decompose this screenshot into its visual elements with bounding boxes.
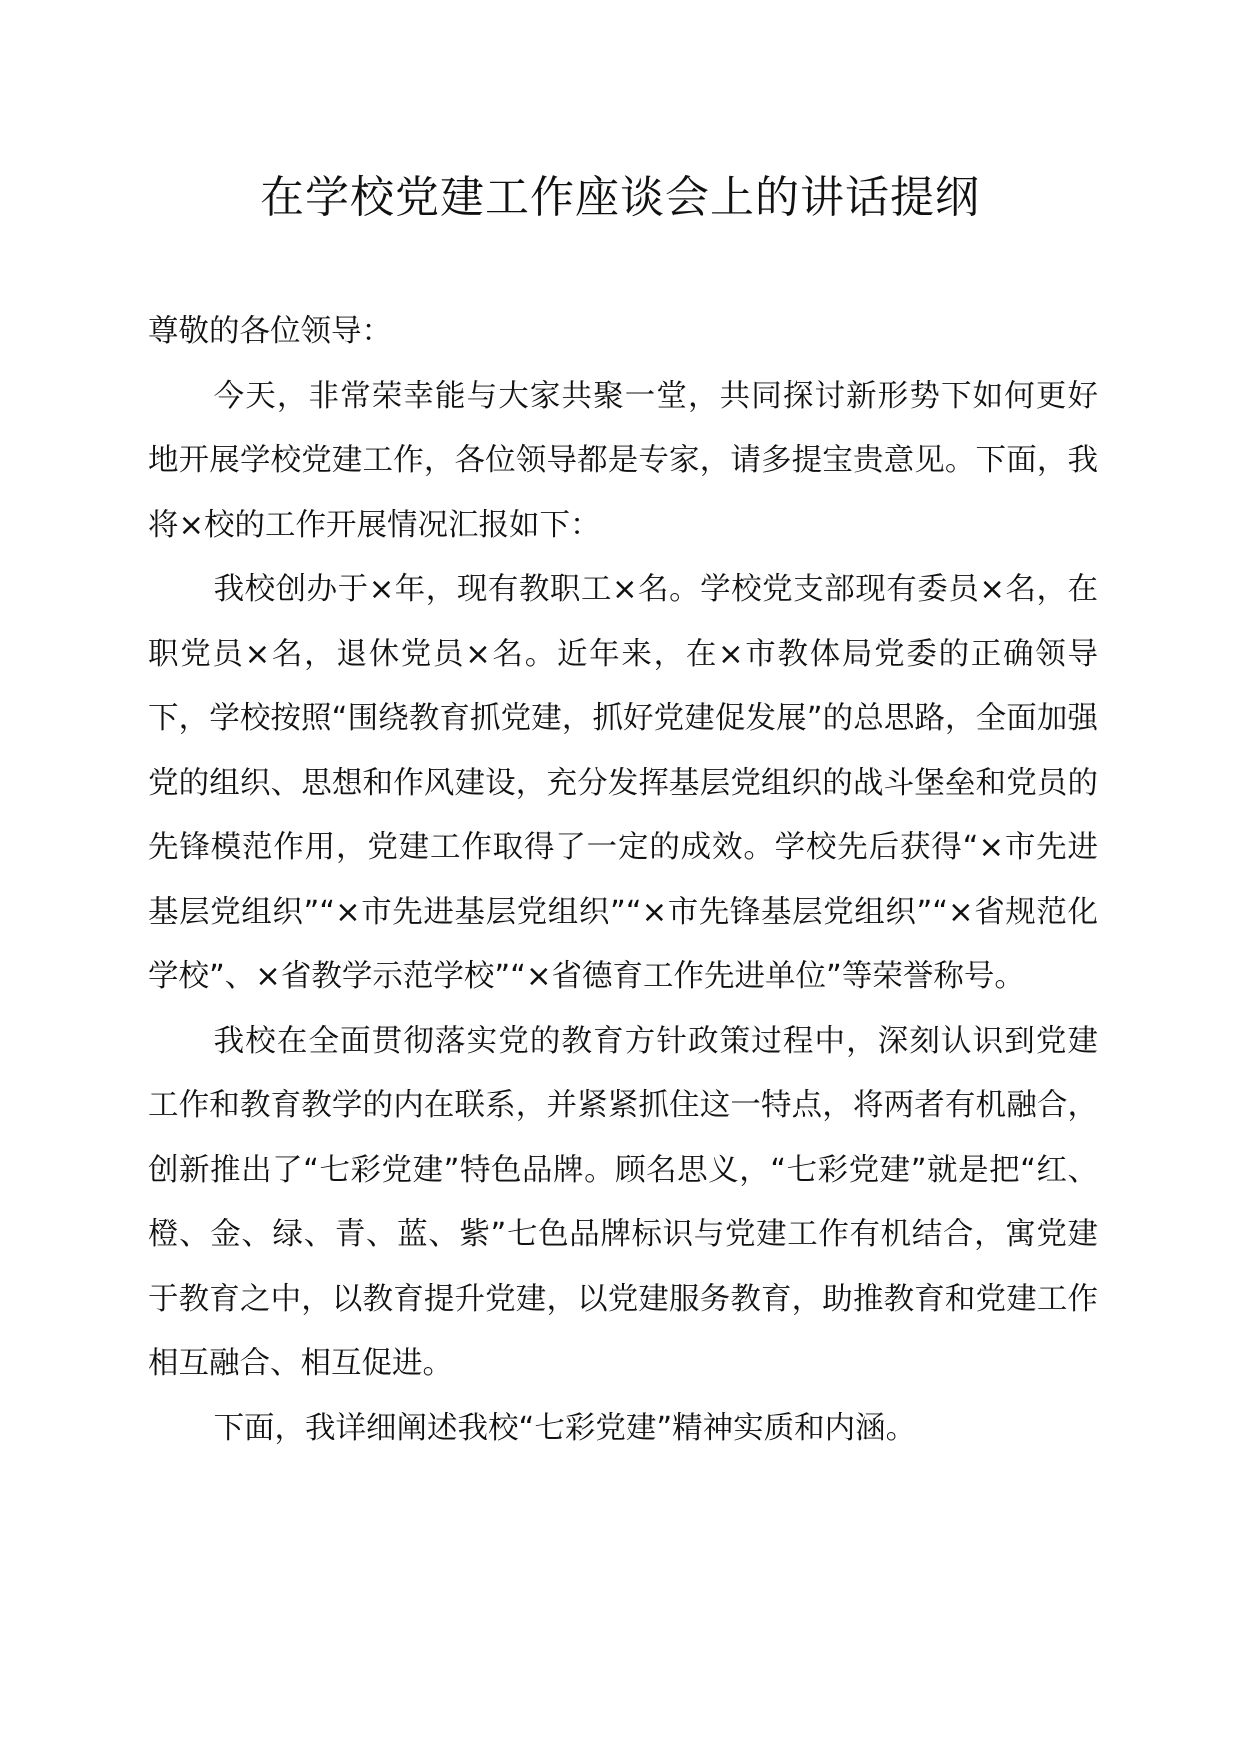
document-title: 在学校党建工作座谈会上的讲话提纲 bbox=[260, 172, 980, 223]
paragraph-seven-color-brand: 我校在全面贯彻落实党的教育方针政策过程中，深刻认识到党建工作和教育教学的内在联系，并紧紧抓住这一特点，将两者有机融合，创新推出了“七彩党建”特色品牌。顾名思义，“七彩党建”就是把“红、橙、金、绿、青、蓝、紫”七色品牌标识与党建工作有机结合，寓党建于教育之中，以教育提升党建，以党建服务教育，助推教育和党建工作相互融合、相互促进。 bbox=[148, 1023, 1098, 1381]
paragraph-transition: 下面，我详细阐述我校“七彩党建”精神实质和内涵。 bbox=[213, 1410, 917, 1446]
paragraph-opening: 今天，非常荣幸能与大家共聚一堂，共同探讨新形势下如何更好地开展学校党建工作，各位领导都是专家，请多提宝贵意见。下面，我将×校的工作开展情况汇报如下： bbox=[148, 378, 1098, 543]
salutation: 尊敬的各位领导： bbox=[148, 314, 392, 349]
document-body bbox=[148, 300, 1098, 1461]
paragraph-school-overview: 我校创办于×年，现有教职工×名。学校党支部现有委员×名，在职党员×名，退休党员×名。近年来，在×市教体局党委的正确领导下，学校按照“围绕教育抓党建，抓好党建促发展”的总思路，全面加强党的组织、思想和作风建设，充分发挥基层党组织的战斗堡垒和党员的先锋模范作用，党建工作取得了一定的成效。学校先后获得“×市先进基层党组织”“×市先进基层党组织”“×市先锋基层党组织”“×省规范化学校”、×省教学示范学校”“×省德育工作先进单位”等荣誉称号。 bbox=[148, 572, 1098, 994]
